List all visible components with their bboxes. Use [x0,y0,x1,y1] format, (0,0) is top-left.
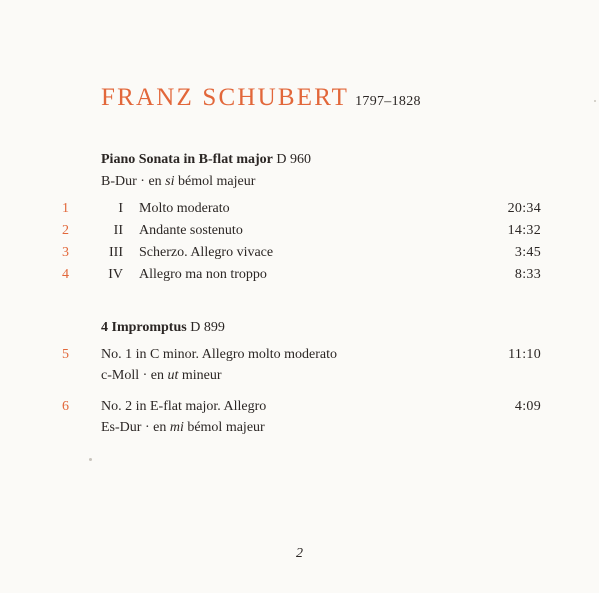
key-french-note: mi [169,420,184,435]
track-number: 2 [62,223,69,238]
track-row [0,245,599,265]
composer-heading [101,84,421,112]
key-german: Es-Dur [101,420,142,435]
track-number: 4 [62,267,69,282]
track-duration: 3:45 [514,245,541,260]
key-french-note: si [165,174,175,189]
track-number: 5 [62,347,69,362]
key-french-prefix: en [148,174,162,189]
track-duration: 11:10 [508,347,541,362]
track-duration: 14:32 [507,223,541,238]
key-french-suffix: bémol majeur [187,420,265,435]
track-duration: 8:33 [514,267,541,282]
track-row [0,223,599,243]
composer-dates: 1797–1828 [355,94,421,109]
key-french-suffix: bémol majeur [178,174,256,189]
movement-number: II [113,223,123,238]
key-german: B-Dur [101,174,137,189]
track-number: 1 [62,201,69,216]
paper-speck [594,100,596,102]
paper-speck [89,458,92,461]
key-french-note: ut [167,368,179,383]
key-french-prefix: en [153,420,167,435]
movement-title: Scherzo. Allegro vivace [139,245,274,260]
work-key [101,174,255,190]
track-duration: 4:09 [514,399,541,414]
piece-title: No. 2 in E-flat major. Allegro [101,399,267,414]
movement-number: IV [108,267,123,282]
work-title-text: Piano Sonata in B-flat major [101,152,273,167]
piece-key [101,368,222,384]
key-german: c-Moll [101,368,140,383]
key-separator: · [144,420,150,435]
key-french-prefix: en [150,368,164,383]
work-title [101,320,225,336]
key-french-suffix: mineur [181,368,222,383]
movement-number: III [109,245,123,260]
movement-title: Allegro ma non troppo [139,267,267,282]
key-separator: · [142,368,148,383]
track-row [0,399,599,419]
movement-title: Molto moderato [139,201,230,216]
piece-key [101,420,265,436]
movement-number: I [118,201,123,216]
work-title [101,152,311,168]
catalog-number: D 960 [276,152,312,167]
track-number: 6 [62,399,69,414]
track-row [0,201,599,221]
piece-title: No. 1 in C minor. Allegro molto moderato [101,347,338,362]
track-number: 3 [62,245,69,260]
composer-name: FRANZ SCHUBERT [101,84,350,111]
key-separator: · [140,174,145,189]
page-number: 2 [296,546,303,561]
track-row [0,347,599,367]
track-row [0,267,599,287]
track-duration: 20:34 [507,201,541,216]
movement-title: Andante sostenuto [139,223,243,238]
catalog-number: D 899 [190,320,225,335]
work-title-text: 4 Impromptus [101,320,187,335]
